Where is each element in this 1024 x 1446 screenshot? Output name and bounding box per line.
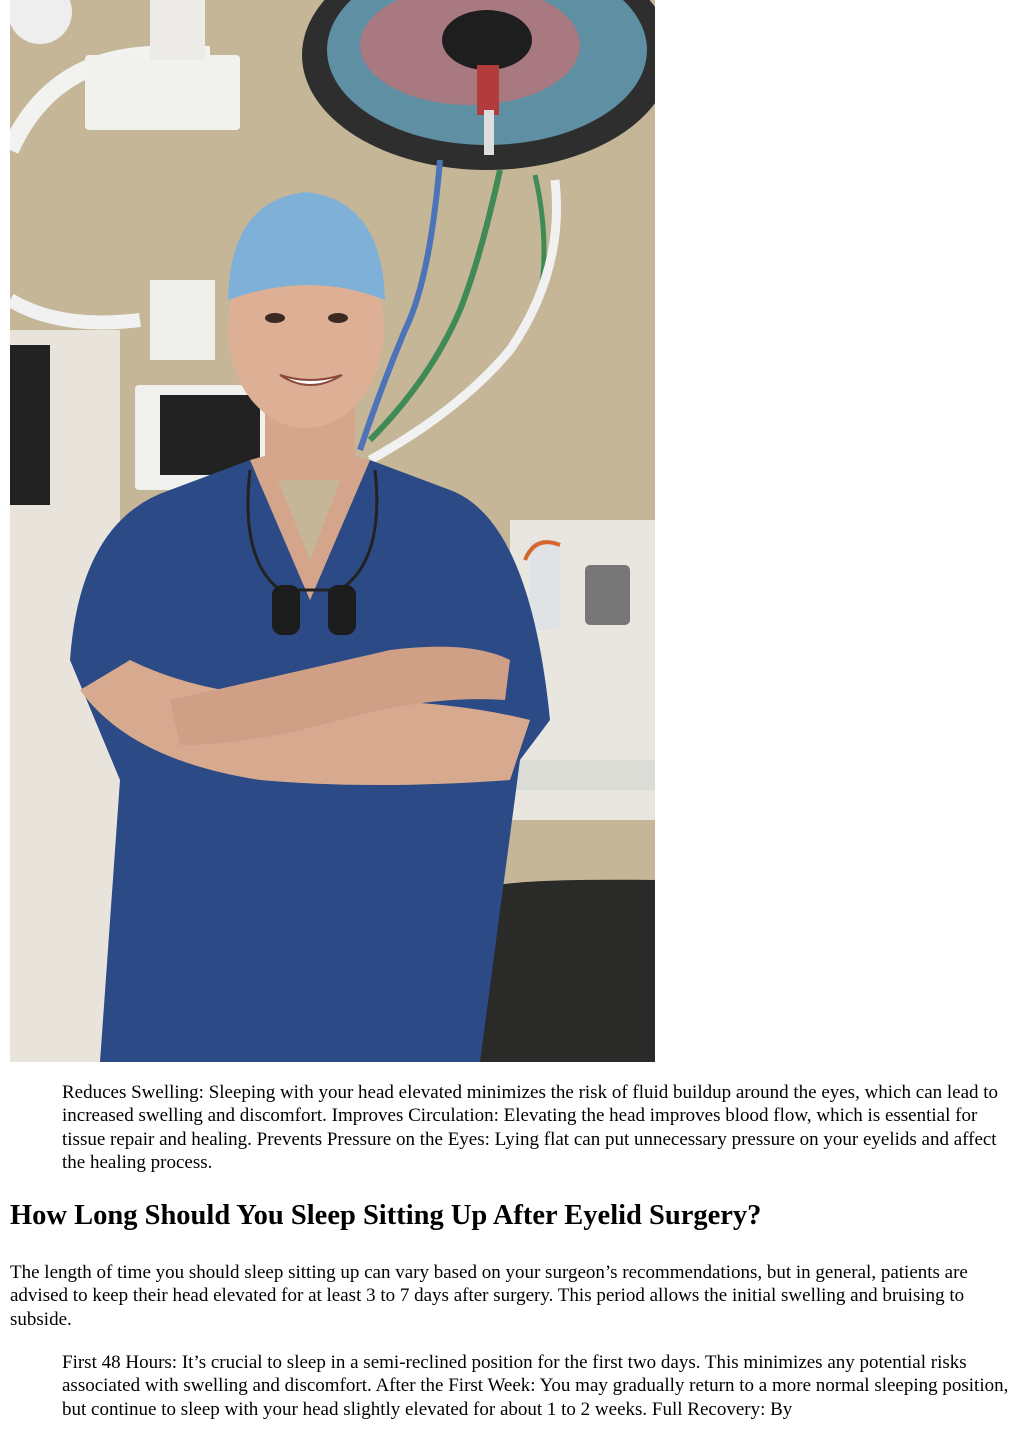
section-heading: How Long Should You Sleep Sitting Up After Eyelid Surgery?	[10, 1200, 762, 1231]
benefits-list: Reduces Swelling: Sleeping with your head elevated minimizes the risk of fluid buildup around the eyes, which can lead to increased swelling and discomfort. Improves Circulation: Elevating the head improves blood flow, which is essential for tissue repair and healing. Prevents Pressure on the Eyes: Lying flat can put unnecessary pressure on your eyelids and affect the healing process.	[62, 1082, 999, 1173]
surgeon-photo	[10, 0, 655, 1062]
ceiling-equipment	[85, 55, 240, 130]
surgical-loupes	[272, 585, 300, 635]
timeline-list: First 48 Hours: It’s crucial to sleep in a semi-reclined position for the first two days. This minimizes any potential risks associated with swelling and discomfort. After the First Week: You may gradually return to a more normal sleeping position, but continue to sleep with your head slightly elevated for about 1 to 2 weeks. Full Recovery: By	[62, 1352, 1009, 1420]
surgeon-illustration	[10, 0, 655, 1062]
body-paragraph: The length of time you should sleep sitting up can vary based on your surgeon’s recommendations, but in general, patients are advised to keep their head elevated for at least 3 to 7 days after surgery. This period allows the initial swelling and bruising to subside.	[10, 1262, 968, 1330]
